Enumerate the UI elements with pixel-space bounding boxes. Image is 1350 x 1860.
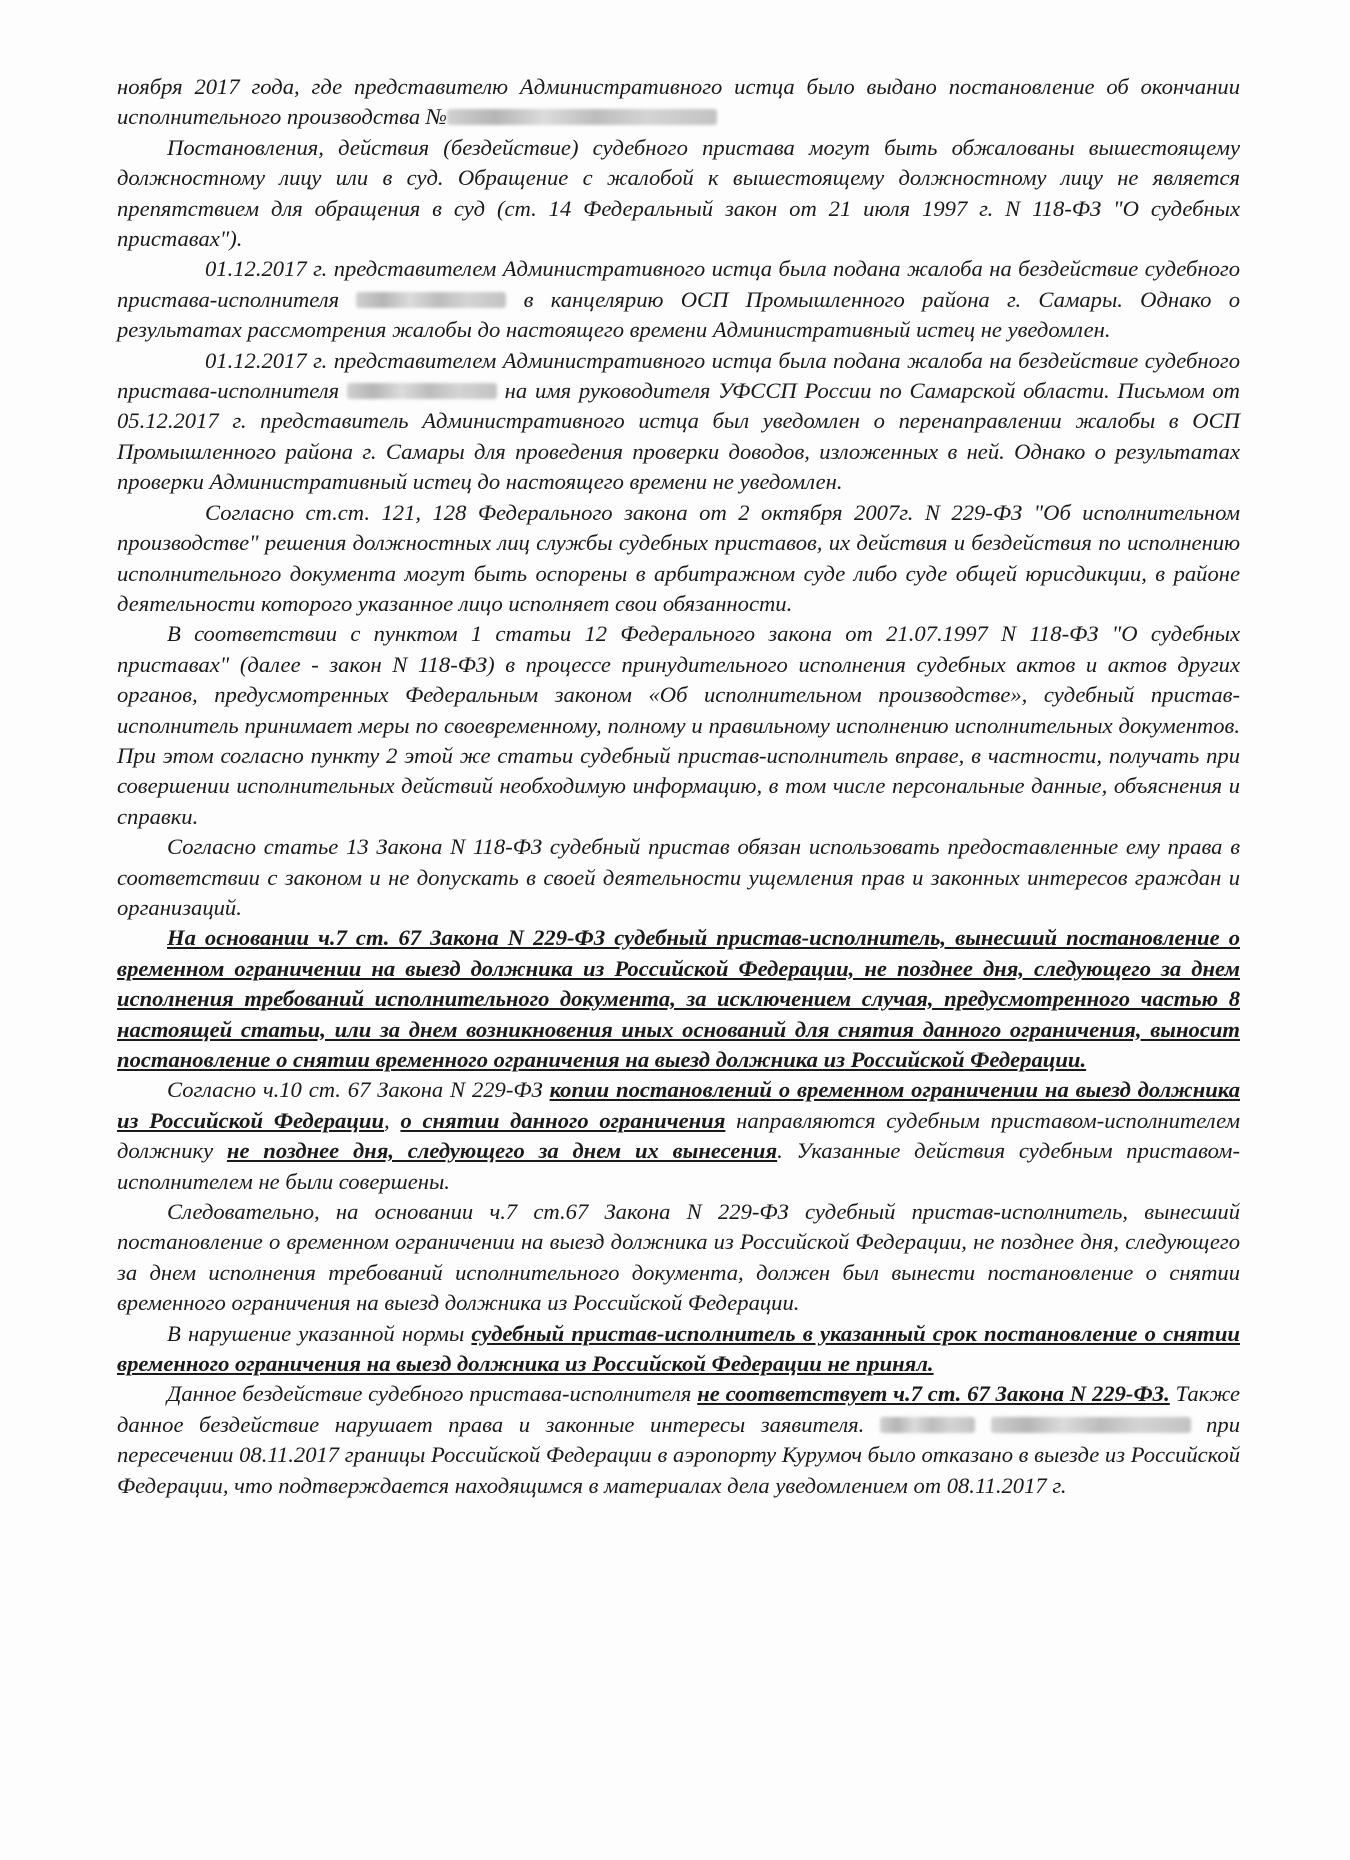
paragraph-9-text-a: Согласно ч.10 ст. 67 Закона N 229-ФЗ — [167, 1077, 550, 1103]
paragraph-7: Согласно статье 13 Закона N 118-ФЗ судебный пристав обязан использовать предоставленные ему права в соответствии с законом и не допускать в своей деятельности ущемления прав и законных интересов граждан и организаций. — [117, 834, 1240, 920]
paragraph-12-text-a: Данное бездействие судебного пристава-исполнителя — [167, 1381, 698, 1407]
paragraph-3-text-a: 01.12.2017 г. представителем Административного истца была подана жалоба на бездействие судебного пристава-исполнителя — [117, 256, 1240, 312]
paragraph-1 — [117, 72, 1240, 133]
paragraph-6: В соответствии с пунктом 1 статьи 12 Федерального закона от 21.07.1997 N 118-ФЗ "О судебных приставах" (далее - закон N 118-ФЗ) в процессе принудительного исполнения судебных актов и актов других органов, предусмотренных Федеральным законом «Об исполнительном производстве», судебный пристав-исполнитель принимает меры по своевременному, полному и правильному исполнению исполнительных документов. При этом согласно пункту 2 этой же статьи судебный пристав-исполнитель вправе, в частности, получать при совершении исполнительных действий необходимую информацию, в том числе персональные данные, объяснения и справки. — [117, 621, 1240, 829]
paragraph-9-emphasis-b: копии постановлений о временном ограничении на выезд должника из Российской Федерации — [117, 1077, 1240, 1133]
paragraph-3 — [117, 254, 1240, 345]
paragraph-12-text-d: при пересечении 08.11.2017 границы Российской Федерации в аэропорту Курумоч было отказано в выезде из Российской Федерации, что подтверждается находящимся в материалах дела уведомлением от 08.11.2017 г. — [117, 1411, 1240, 1498]
paragraph-9-text-c: , — [384, 1107, 401, 1133]
paragraph-11 — [117, 1319, 1240, 1380]
paragraph-4-text-b: на имя руководителя УФССП России по Самарской области. Письмом от 05.12.2017 г. представитель Административного истца был уведомлен о перенаправлении жалобы в ОСП Промышленного района г. Самары для проведения проверки доводов, изложенных в ней. Однако о результатах проверки Административный истец до настоящего времени не уведомлен. — [117, 378, 1240, 495]
paragraph-4 — [117, 346, 1240, 498]
paragraph-9-emphasis-d: о снятии данного ограничения — [400, 1107, 726, 1133]
paragraph-4-text-a: 01.12.2017 г. представителем Административного истца была подана жалоба на бездействие судебного пристава-исполнителя — [117, 347, 1240, 404]
paragraph-2: Постановления, действия (бездействие) судебного пристава могут быть обжалованы вышестоящему должностному лицу или в суд. Обращение с жалобой к вышестоящему должностному лицу не является препятствием для обращения в суд (ст. 14 Федеральный закон от 21 июля 1997 г. N 118-ФЗ "О судебных приставах"). — [117, 134, 1240, 252]
redacted-applicant-name — [991, 1417, 1191, 1433]
paragraph-11-emphasis-b: судебный пристав-исполнитель в указанный срок постановление о снятии временного ограничения на выезд должника из Российской Федерации не принял. — [117, 1320, 1240, 1377]
paragraph-10: Следовательно, на основании ч.7 ст.67 Закона N 229-ФЗ судебный пристав-исполнитель, вынесший постановление о временном ограничении на выезд должника из Российской Федерации, не позднее дня, следующего за днем исполнения требований исполнительного документа, должен был вынести постановление о снятии временного ограничения на выезд должника из Российской Федерации. — [117, 1199, 1240, 1316]
paragraph-12 — [117, 1379, 1240, 1501]
paragraph-1-text: ноября 2017 года, где представителю Административного истца было выдано постановление об окончании исполнительного производства № — [117, 74, 1240, 130]
redacted-applicant-surname — [880, 1417, 975, 1433]
paragraph-5: Согласно ст.ст. 121, 128 Федерального закона от 2 октября 2007г. N 229-ФЗ "Об исполнительном производстве" решения должностных лиц службы судебных приставов, их действия и бездействия по исполнению исполнительного документа могут быть оспорены в арбитражном суде либо суде общей юрисдикции, в районе деятельности которого указанное лицо исполняет свои обязанности. — [117, 499, 1240, 616]
paragraph-12-text-c: Также данное бездействие нарушает права и законные интересы заявителя. — [117, 1381, 1240, 1437]
redacted-bailiff-name-2 — [347, 383, 497, 399]
paragraph-12-emphasis-b: не соответствует ч.7 ст. 67 Закона N 229-ФЗ. — [697, 1381, 1170, 1407]
redacted-case-number — [447, 109, 717, 125]
redacted-bailiff-name-1 — [356, 292, 506, 308]
paragraph-9-emphasis-f: не позднее дня, следующего за днем их вынесения — [226, 1138, 778, 1164]
paragraph-8-emphasis: На основании ч.7 ст. 67 Закона N 229-ФЗ судебный пристав-исполнитель, вынесший постановление о временном ограничении на выезд должника из Российской Федерации, не позднее дня, следующего за днем исполнения требований исполнительного документа, за исключением случая, предусмотренного частью 8 настоящей статьи, или за днем возникновения иных оснований для снятия данного ограничения, выносит постановление о снятии временного ограничения на выезд должника из Российской Федерации. — [117, 925, 1240, 1072]
paragraph-3-text-b: в канцелярию ОСП Промышленного района г. Самары. Однако о результатах рассмотрения жалобы до настоящего времени Административный истец не уведомлен. — [117, 286, 1240, 343]
paragraph-9-text-g: . Указанные действия судебным приставом-исполнителем не были совершены. — [117, 1138, 1240, 1194]
paragraph-11-text-a: В нарушение указанной нормы — [167, 1320, 472, 1346]
paragraph-9 — [117, 1075, 1240, 1197]
paragraph-9-text-e: направляются судебным приставом-исполнителем должнику — [117, 1107, 1241, 1164]
